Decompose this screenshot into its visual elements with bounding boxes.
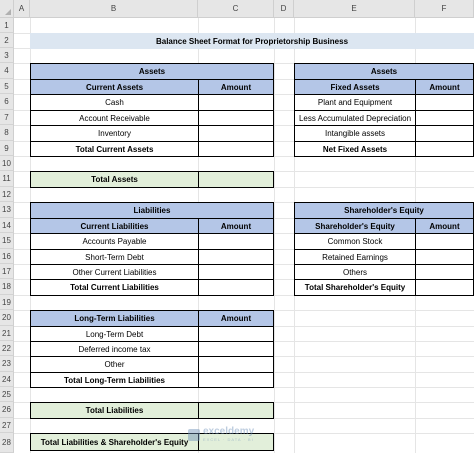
asset-receivable-amount-cell[interactable] xyxy=(198,110,274,126)
total-shareholders-equity-amount-cell[interactable] xyxy=(415,279,474,296)
equity-common-stock-cell[interactable]: Common Stock xyxy=(294,233,416,250)
fixed-intangible-cell[interactable]: Intangible assets xyxy=(294,125,416,142)
fixed-plant-cell[interactable]: Plant and Equipment xyxy=(294,94,416,111)
row-header[interactable]: 6 xyxy=(0,94,14,110)
row-header[interactable]: 18 xyxy=(0,279,14,295)
total-liabilities-equity-cell[interactable]: Total Liabilities & Shareholder's Equity xyxy=(30,433,199,451)
net-fixed-assets-amount-cell[interactable] xyxy=(415,141,474,157)
current-assets-column-header[interactable]: Current Assets xyxy=(30,79,199,95)
exceldemy-logo-icon xyxy=(188,429,200,441)
select-all-triangle-icon xyxy=(5,9,11,15)
fixed-assets-header[interactable]: Assets xyxy=(294,63,474,80)
row-header[interactable]: 1 xyxy=(0,18,14,33)
watermark-text xyxy=(203,427,254,442)
long-term-other-cell[interactable]: Other xyxy=(30,356,199,373)
fixed-assets-amount-column-header[interactable]: Amount xyxy=(415,79,474,95)
row-header[interactable]: 14 xyxy=(0,218,14,233)
liability-payable-cell[interactable]: Accounts Payable xyxy=(30,233,199,250)
row-header[interactable]: 26 xyxy=(0,402,14,418)
row-header[interactable]: 20 xyxy=(0,310,14,326)
row-header[interactable]: 10 xyxy=(0,156,14,171)
column-header-a[interactable]: A xyxy=(14,0,30,18)
row-header[interactable]: 27 xyxy=(0,418,14,433)
row-header[interactable]: 12 xyxy=(0,187,14,202)
row-header[interactable]: 8 xyxy=(0,125,14,141)
equity-common-stock-amount-cell[interactable] xyxy=(415,233,474,250)
fixed-depreciation-amount-cell[interactable] xyxy=(415,110,474,126)
equity-retained-earnings-cell[interactable]: Retained Earnings xyxy=(294,249,416,265)
total-liabilities-amount-cell[interactable] xyxy=(198,402,274,419)
watermark-name: exceldemy xyxy=(203,426,255,437)
row-header[interactable]: 4 xyxy=(0,63,14,79)
total-shareholders-equity-cell[interactable]: Total Shareholder's Equity xyxy=(294,279,416,296)
column-header-f[interactable]: F xyxy=(415,0,474,18)
row-header[interactable]: 21 xyxy=(0,326,14,341)
watermark-tagline: EXCEL · DATA · BI xyxy=(203,437,254,442)
liabilities-amount-column-header[interactable]: Amount xyxy=(198,218,274,234)
equity-header[interactable]: Shareholder's Equity xyxy=(294,202,474,219)
row-header[interactable]: 7 xyxy=(0,110,14,125)
liabilities-header[interactable]: Liabilities xyxy=(30,202,274,219)
row-header[interactable]: 19 xyxy=(0,295,14,310)
long-term-liabilities-column-header[interactable]: Long-Term Liabilities xyxy=(30,310,199,327)
equity-retained-earnings-amount-cell[interactable] xyxy=(415,249,474,265)
equity-column-header[interactable]: Shareholder's Equity xyxy=(294,218,416,234)
total-current-assets-amount-cell[interactable] xyxy=(198,141,274,157)
column-header-d[interactable]: D xyxy=(274,0,294,18)
current-liabilities-column-header[interactable]: Current Liabilities xyxy=(30,218,199,234)
deferred-income-tax-amount-cell[interactable] xyxy=(198,341,274,357)
row-header[interactable]: 16 xyxy=(0,249,14,264)
gridline xyxy=(274,18,275,453)
total-assets-cell[interactable]: Total Assets xyxy=(30,171,199,188)
liability-other-amount-cell[interactable] xyxy=(198,264,274,280)
row-header[interactable]: 5 xyxy=(0,79,14,94)
total-current-liabilities-amount-cell[interactable] xyxy=(198,279,274,296)
asset-inventory-amount-cell[interactable] xyxy=(198,125,274,142)
exceldemy-watermark xyxy=(188,427,254,442)
assets-amount-column-header[interactable]: Amount xyxy=(198,79,274,95)
equity-others-amount-cell[interactable] xyxy=(415,264,474,280)
fixed-depreciation-cell[interactable]: Less Accumulated Depreciation xyxy=(294,110,416,126)
liability-other-cell[interactable]: Other Current Liabilities xyxy=(30,264,199,280)
total-current-assets-cell[interactable]: Total Current Assets xyxy=(30,141,199,157)
row-header[interactable]: 22 xyxy=(0,341,14,356)
equity-others-cell[interactable]: Others xyxy=(294,264,416,280)
liability-short-term-cell[interactable]: Short-Term Debt xyxy=(30,249,199,265)
row-header[interactable]: 11 xyxy=(0,171,14,187)
long-term-debt-amount-cell[interactable] xyxy=(198,326,274,342)
sheet-title[interactable]: Balance Sheet Format for Proprietorship Business xyxy=(30,33,474,49)
row-header[interactable]: 3 xyxy=(0,48,14,63)
row-header[interactable]: 13 xyxy=(0,202,14,218)
fixed-intangible-amount-cell[interactable] xyxy=(415,125,474,142)
row-header[interactable]: 24 xyxy=(0,372,14,387)
liability-short-term-amount-cell[interactable] xyxy=(198,249,274,265)
column-header-c[interactable]: C xyxy=(198,0,274,18)
column-header-b[interactable]: B xyxy=(30,0,198,18)
row-header[interactable]: 23 xyxy=(0,356,14,372)
total-long-term-liabilities-amount-cell[interactable] xyxy=(198,372,274,388)
row-header[interactable]: 2 xyxy=(0,33,14,48)
total-current-liabilities-cell[interactable]: Total Current Liabilities xyxy=(30,279,199,296)
row-header[interactable]: 9 xyxy=(0,141,14,156)
row-header[interactable]: 28 xyxy=(0,433,14,453)
fixed-assets-column-header[interactable]: Fixed Assets xyxy=(294,79,416,95)
column-header-e[interactable]: E xyxy=(294,0,415,18)
row-header[interactable]: 25 xyxy=(0,387,14,402)
total-assets-amount-cell[interactable] xyxy=(198,171,274,188)
long-term-amount-column-header[interactable]: Amount xyxy=(198,310,274,327)
liability-payable-amount-cell[interactable] xyxy=(198,233,274,250)
row-header[interactable]: 17 xyxy=(0,264,14,279)
assets-header[interactable]: Assets xyxy=(30,63,274,80)
asset-receivable-cell[interactable]: Account Receivable xyxy=(30,110,199,126)
total-liabilities-cell[interactable]: Total Liabilities xyxy=(30,402,199,419)
equity-amount-column-header[interactable]: Amount xyxy=(415,218,474,234)
asset-inventory-cell[interactable]: Inventory xyxy=(30,125,199,142)
asset-cash-amount-cell[interactable] xyxy=(198,94,274,111)
row-header[interactable]: 15 xyxy=(0,233,14,249)
net-fixed-assets-cell[interactable]: Net Fixed Assets xyxy=(294,141,416,157)
deferred-income-tax-cell[interactable]: Deferred income tax xyxy=(30,341,199,357)
long-term-debt-cell[interactable]: Long-Term Debt xyxy=(30,326,199,342)
total-long-term-liabilities-cell[interactable]: Total Long-Term Liabilities xyxy=(30,372,199,388)
select-all-corner[interactable] xyxy=(0,0,14,18)
asset-cash-cell[interactable]: Cash xyxy=(30,94,199,111)
fixed-plant-amount-cell[interactable] xyxy=(415,94,474,111)
long-term-other-amount-cell[interactable] xyxy=(198,356,274,373)
